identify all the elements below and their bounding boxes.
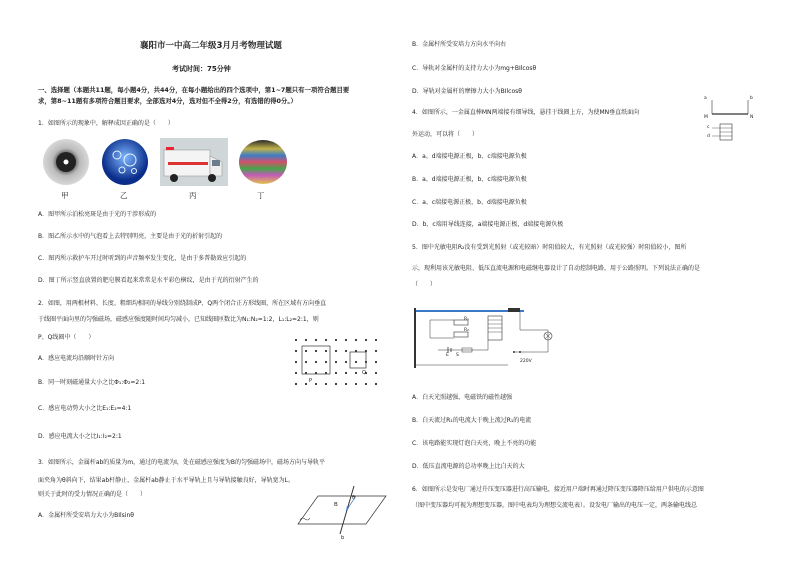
q2-stem-line2: 于线圈平面向里的匀强磁场，磁感应强度随时间均匀减小，已知线圈匝数比为N₁:N₂=1:2，L₁:L₂=2:1，则	[38, 316, 319, 323]
q2-option-d: D．感应电流大小之比I₁:I₂=2:1	[38, 433, 122, 440]
q4-label-a: a	[704, 96, 707, 101]
q2-figure-coils	[292, 336, 382, 388]
q6-stem-line1: 6．如图所示是发电厂通过升压变压器进行高压输电，接近用户端时再通过降压变压器降压给用户供电的示意图	[412, 486, 704, 493]
q3-option-b: B．金属杆所受安培力方向水平向右	[412, 41, 507, 48]
q3-label-theta: θ	[352, 495, 356, 501]
q4-stem-line1: 4．如图所示，一金属直棒MN两端接有细导线，悬挂于线圈上方，为使MN垂直纸面向	[412, 109, 640, 116]
q1-stem: 1．如图所示的现象中，解释成因正确的是（ ）	[38, 120, 174, 127]
q5-option-b: B．白天流过R₁的电流大于晚上流过R₁的电流	[412, 417, 532, 424]
q3-stem-line1: 3．如图所示，金属杆ab的质量为m，通过的电流为I，处在磁感应强度为B的匀强磁场中，磁场方向与导轨平	[38, 459, 326, 466]
q2-option-b: B．同一时刻磁通量大小之比Φ₁:Φ₂=2:1	[38, 379, 146, 386]
q5-label-r2: R₂	[464, 328, 469, 333]
q2-option-c: C．感应电动势大小之比E₁:E₂=4:1	[38, 405, 132, 412]
q3-option-c: C．导轨对金属杆的支持力大小为mg+BIlcosθ	[412, 65, 537, 72]
q1-option-c: C．图丙所示救护车开过时听到的声音频率发生变化，是由于多普勒效应引起的	[38, 255, 247, 262]
q5-stem-line1: 5．图中光敏电阻R₂没有受到光照射（或光较暗）时阻值较大，有光照射（或光较强）时阻值较小，图所	[412, 244, 687, 251]
q4-label-b: b	[750, 96, 753, 101]
q4-stem-line2: 外运动，可以将（ ）	[412, 131, 479, 138]
q4-figure-rod-coil	[704, 96, 756, 146]
q3-stem-line2: 面夹角为θ斜向下，结果ab杆静止，金属杆ab静止于水平导轨上且与导轨接触良好，导轨宽为L。	[38, 477, 294, 484]
q1-label-jia: 甲	[61, 191, 69, 200]
q5-label-s: S	[456, 353, 459, 358]
q5-option-d: D．低压直流电源的总功率晚上比白天的大	[412, 463, 525, 470]
q1-option-a: A．图甲所示泊松亮斑是由于光的干涉形成的	[38, 211, 157, 218]
q5-figure-relay-circuit	[408, 290, 558, 372]
q4-option-d: D．b、c端用导线连接，a端接电源正极，d端接电源负极	[412, 221, 564, 228]
q2-option-a: A．感应电流均沿顺时针方向	[38, 355, 115, 362]
q1-label-yi: 乙	[120, 191, 128, 200]
q4-label-d: d	[707, 134, 710, 139]
section-instructions-line2: 求，第8~11题有多项符合题目要求，全部选对4分，选对但不全得2分，有选错的得0分。）	[38, 97, 297, 105]
exam-time: 考试时间：75分钟	[172, 65, 231, 73]
q1-figure-soap-film	[237, 138, 289, 186]
q3-figure-rails	[296, 478, 388, 540]
page-title: 襄阳市一中高二年级3月月考物理试题	[140, 41, 282, 51]
q1-label-ding: 丁	[257, 191, 265, 200]
q4-option-b: B．a、d端接电源正极，b、c端接电源负极	[412, 176, 527, 183]
q3-label-b-field: B	[334, 502, 338, 508]
q4-label-n: N	[750, 115, 754, 120]
q4-option-a: A．a、d端接电源正极，b、c端接电源负极	[412, 153, 527, 160]
q3-option-a: A．金属杆所受安培力大小为BIlsinθ	[38, 512, 134, 519]
q2-stem-line1: 2．如图，用两根材料、长度、粗细均相同的导线分别绕制成P、Q两个闭合正方形线圈，所在区域有方向垂直	[38, 300, 327, 307]
q4-label-m: M	[704, 115, 708, 120]
q6-stem-line2: （图中变压器均可视为理想变压器，图中电表均为理想交流电表）。设发电厂输出的电压一定，两条输电线总	[412, 502, 698, 509]
section-instructions-line1: 一、选择题（本题共11题，每小题4分，共44分，在每小题给出的四个选项中，第1~7题只有一项符合题目要	[38, 86, 350, 94]
q5-label-e: E	[446, 353, 449, 358]
q5-option-c: C．该电路能实现灯泡白天亮，晚上不亮的功能	[412, 440, 537, 447]
q1-figure-poisson-spot	[42, 138, 90, 186]
q5-stem-line3: （ ）	[412, 281, 437, 288]
q2-label-p: P	[309, 378, 313, 384]
q5-option-a: A．白天光照越强，电磁铁的磁性越强	[412, 394, 513, 401]
q4-label-c: c	[707, 125, 710, 130]
q4-option-c: C．a、c端接电源正极，b、d端接电源负极	[412, 199, 527, 206]
q1-figure-bubbles	[100, 138, 150, 186]
q2-label-q: Q	[362, 370, 366, 376]
q5-label-220v: 220V	[520, 359, 532, 364]
q1-option-d: D．图丁所示竖直放置的肥皂膜看起来常常是水平彩色横纹，是由于光的衍射产生的	[38, 277, 259, 284]
q5-label-r1: R₁	[464, 317, 469, 322]
q3-option-d: D．导轨对金属杆的摩擦力大小为BIlcosθ	[412, 88, 522, 95]
q1-label-bing: 丙	[189, 191, 197, 200]
q1-option-b: B．图乙所示水中的气泡看上去特别明亮，主要是由于光的折射引起的	[38, 233, 223, 240]
q3-label-rod-b: b	[341, 535, 345, 541]
q2-stem-line3: P、Q线圈中（ ）	[38, 334, 95, 341]
q1-figure-ambulance	[160, 138, 228, 186]
q5-stem-line2: 示，现利用该光敏电阻、低压直流电源和电磁继电器设计了自动控制电路，用于公路照明。下列说法正确的是	[412, 265, 701, 272]
q3-stem-line3: 则关于此时的受力情况正确的是（ ）	[38, 491, 147, 498]
